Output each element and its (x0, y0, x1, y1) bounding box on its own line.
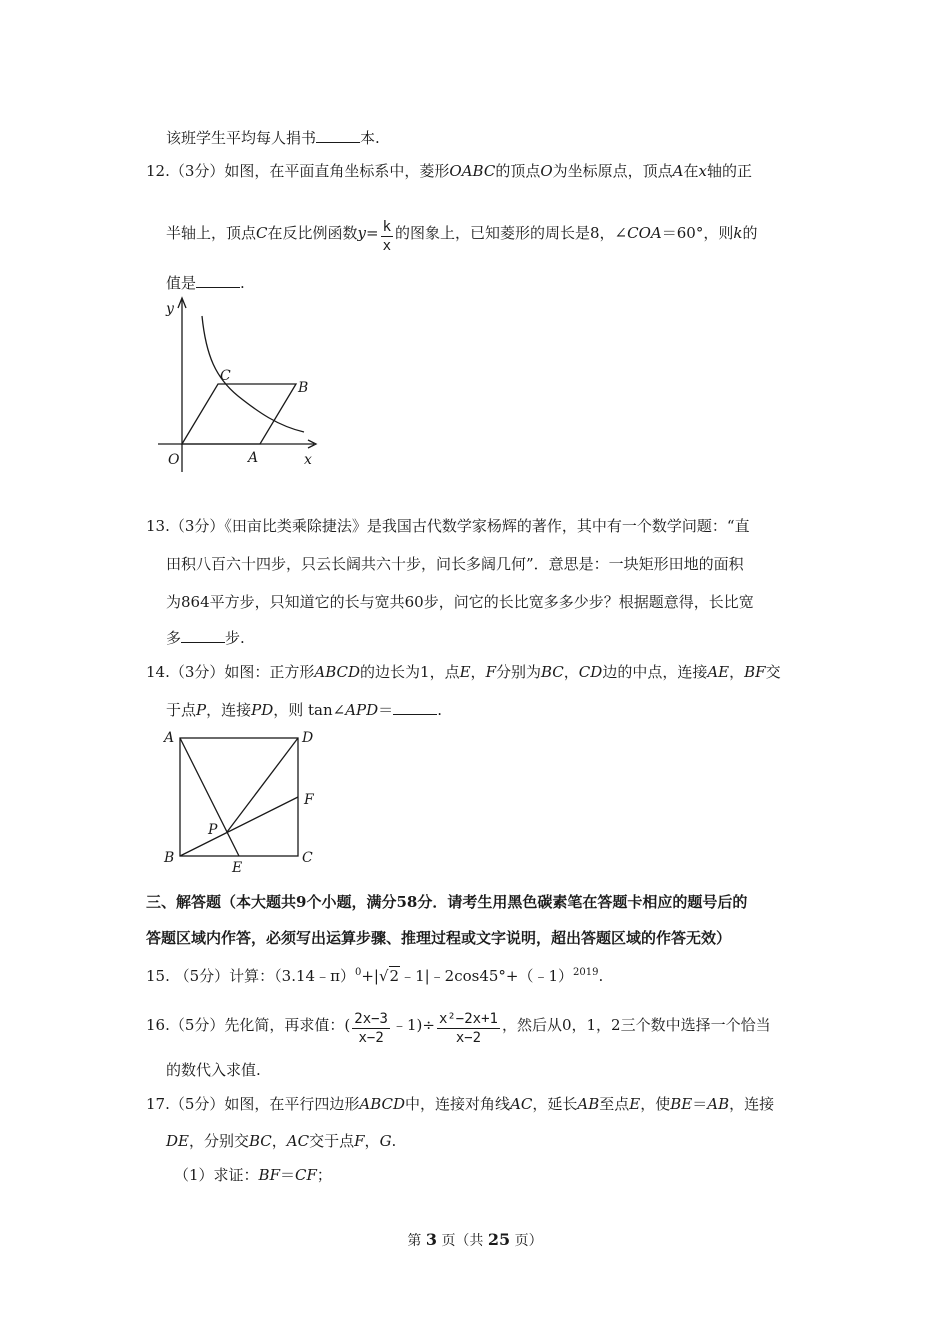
q16-text: ，然后从0，1，2三个数中选择一个恰当 (501, 1016, 771, 1034)
segment-PD (227, 738, 298, 832)
label-C: C (302, 850, 313, 866)
q14-text: 的边长为1，点 (360, 663, 460, 681)
q17-line2 (166, 1131, 396, 1151)
q14-text: . (437, 701, 442, 719)
q17-part1 (174, 1165, 332, 1185)
q15-text: （5分）计算：（3.14﹣π） (174, 967, 355, 985)
frac-denominator: x−2 (358, 1030, 384, 1046)
q13-text: 多 (166, 629, 182, 647)
q13-line4 (166, 628, 245, 648)
q12-var: C (256, 224, 268, 242)
q17-text: . (391, 1132, 397, 1150)
frac-numerator: k (382, 219, 392, 235)
q16-number: 16. (146, 1016, 170, 1034)
q14-var: BF (744, 663, 766, 681)
q14-var: APD (345, 701, 379, 719)
q17-text: ，使 (640, 1095, 671, 1113)
q13-line1 (146, 516, 750, 536)
q17-var: BF (258, 1166, 280, 1184)
q17-var: BC (249, 1132, 272, 1150)
hyperbola-curve (202, 316, 304, 432)
page-number: 3 (425, 1230, 437, 1249)
q14-text: 边的中点，连接 (602, 663, 708, 681)
q14-var: F (485, 663, 496, 681)
q15-line: 15. （5分）计算：（3.14﹣π）$^0$+|√2﹣1|﹣2cos45°+（﹣1）$^{2019}$. (146, 967, 604, 985)
q12-text: ＝60°，则 (661, 224, 734, 242)
q12-text: 为坐标原点，顶点 (552, 162, 673, 180)
q12-var: k (733, 224, 743, 242)
q13-answer-blank[interactable] (181, 628, 225, 643)
q12-text: 的顶点 (495, 162, 541, 180)
q14-text: ， (563, 663, 579, 681)
q16-text: （5分）先化简，再求值：( (169, 1016, 351, 1034)
q17-text: ＝ (692, 1095, 708, 1113)
q13-text: 田积八百六十四步，只云长阔共六十步，问长多阔几何”．意思是：一块矩形田地的面积 (166, 555, 744, 573)
q12-text: 在反比例函数 (267, 224, 358, 242)
q17-var: DE (166, 1132, 189, 1150)
q13-number: 13. (146, 517, 170, 535)
label-E: E (232, 860, 243, 876)
q12-number: 12. (146, 162, 170, 180)
section3-heading-line2 (146, 928, 731, 948)
frac-denominator: x−2 (455, 1030, 482, 1046)
q17-text: （1）求证： (174, 1166, 259, 1184)
frac-denominator: x (382, 238, 392, 254)
footer-text: 第 (407, 1233, 422, 1249)
q12-var: O (540, 162, 553, 180)
page-footer (0, 1230, 950, 1251)
footer-text: 页） (514, 1233, 543, 1249)
q12-var: OABC (449, 162, 496, 180)
q14-text: （3分）如图：正方形 (169, 663, 315, 681)
q12-var: x (698, 162, 707, 180)
q17-var: AB (707, 1095, 730, 1113)
label-B: B (298, 380, 309, 396)
q11-text: 该班学生平均每人捐书 (166, 129, 317, 147)
q14-text: ＝ (378, 701, 394, 719)
q14-var: P (196, 701, 207, 719)
q15-number: 15. (146, 967, 170, 985)
q14-number: 14. (146, 663, 170, 681)
q13-text: （3分）《田亩比类乘除捷法》是我国古代数学家杨辉的著作，其中有一个数学问题：“直 (169, 517, 750, 535)
label-A: A (164, 730, 175, 746)
q17-var: BE (670, 1095, 693, 1113)
q17-text: （5分）如图，在平行四边形 (169, 1095, 360, 1113)
q12-text: 的图象上，已知菱形的周长是8，∠ (395, 224, 628, 242)
q14-text: ， (470, 663, 486, 681)
q12-fraction (381, 218, 393, 255)
q14-text: 分别为 (495, 663, 541, 681)
q16-line1 (146, 1010, 771, 1047)
q17-text: 中，连接对角线 (405, 1095, 511, 1113)
section3-heading-line1 (146, 892, 747, 912)
q15-exponent: 0 (354, 967, 362, 978)
q13-line3 (166, 592, 754, 612)
segment-AE (180, 738, 239, 856)
q13-text: 步. (225, 629, 245, 647)
q17-text: ＝ (279, 1166, 295, 1184)
q14-var: E (459, 663, 471, 681)
q17-var: ABCD (359, 1095, 406, 1113)
label-C: C (220, 368, 231, 384)
q17-var: AB (577, 1095, 600, 1113)
q14-text: ， (729, 663, 745, 681)
q14-figure (158, 726, 328, 876)
q14-text: ，连接 (206, 701, 252, 719)
label-y: y (166, 301, 174, 317)
q17-text: ， (271, 1132, 287, 1150)
q13-line2 (166, 554, 744, 574)
q15-text: . (598, 967, 604, 985)
q17-number: 17. (146, 1095, 170, 1113)
q15-text: ﹣1|﹣2cos45°+（﹣1） (400, 967, 574, 985)
q16-text: 的数代入求值. (166, 1061, 261, 1079)
q12-line1 (146, 161, 752, 181)
label-B: B (164, 850, 175, 866)
segment-BF (180, 797, 298, 856)
q12-text: . (240, 274, 245, 292)
q14-text: 交 (765, 663, 781, 681)
q17-text: ， (364, 1132, 380, 1150)
q12-line2 (166, 218, 757, 255)
q14-var: AE (707, 663, 730, 681)
q12-text: （3分）如图，在平面直角坐标系中，菱形 (169, 162, 450, 180)
q14-text: 于点 (166, 701, 197, 719)
q14-var: ABCD (314, 663, 361, 681)
q14-answer-blank[interactable] (393, 700, 437, 715)
label-F: F (304, 792, 314, 808)
q17-var: AC (510, 1095, 533, 1113)
q16-text: ﹣1)÷ (391, 1016, 435, 1034)
q17-var: G (379, 1132, 392, 1150)
total-pages: 25 (487, 1230, 511, 1249)
q16-fraction-2 (437, 1010, 500, 1047)
q17-text: ； (316, 1166, 332, 1184)
q14-line2 (166, 700, 442, 720)
q17-line1 (146, 1094, 774, 1114)
q15-text: +| (361, 967, 379, 985)
q15-exponent: 2019 (573, 967, 599, 978)
q12-var: A (672, 162, 684, 180)
q12-text: 在 (683, 162, 699, 180)
q14-var: CD (578, 663, 603, 681)
label-x: x (304, 452, 312, 468)
q17-var: CF (295, 1166, 317, 1184)
q12-var: COA (627, 224, 662, 242)
label-A: A (248, 450, 259, 466)
q17-text: 交于点 (309, 1132, 355, 1150)
q17-var: E (629, 1095, 641, 1113)
q12-text: 的 (742, 224, 758, 242)
q14-var: PD (251, 701, 274, 719)
q17-text: 至点 (599, 1095, 630, 1113)
q12-text: = (366, 224, 379, 242)
q11-text-end: 本. (360, 129, 380, 147)
square-ABCD (180, 738, 298, 856)
q17-var: AC (286, 1132, 310, 1150)
q12-figure (158, 296, 328, 472)
q12-text: 值是 (166, 274, 197, 292)
q14-line1 (146, 662, 781, 682)
q13-text: 为864平方步，只知道它的长与宽共60步，问它的长比宽多多少步？根据题意得，长比宽 (166, 593, 754, 611)
rhombus-OABC (182, 384, 296, 444)
q17-text: ，分别交 (188, 1132, 249, 1150)
q15-sqrt-radicand: 2 (389, 967, 400, 985)
q16-fraction-1 (352, 1010, 390, 1047)
footer-text: 页（共 (441, 1233, 484, 1249)
section3-text: 三、解答题（本大题共9个小题，满分58分．请考生用黑色碳素笔在答题卡相应的题号后的 (146, 893, 748, 911)
q12-answer-blank[interactable] (196, 273, 240, 288)
q16-line2 (166, 1060, 261, 1080)
q14-text: ，则 tan∠ (273, 701, 346, 719)
label-O: O (168, 452, 180, 468)
q17-text: ，连接 (729, 1095, 775, 1113)
q12-text: 半轴上，顶点 (166, 224, 257, 242)
q14-var: BC (541, 663, 564, 681)
frac-numerator: 2x−3 (354, 1011, 388, 1027)
label-D: D (302, 730, 314, 746)
q11-answer-blank[interactable] (316, 128, 360, 143)
frac-numerator: x²−2x+1 (438, 1011, 498, 1027)
q11-tail (166, 128, 380, 148)
q12-var: y (357, 224, 366, 242)
q17-var: F (354, 1132, 365, 1150)
q12-line3 (166, 273, 245, 293)
q12-text: 轴的正 (707, 162, 753, 180)
section3-text: 答题区域内作答，必须写出运算步骤、推理过程或文字说明，超出答题区域的作答无效） (146, 929, 732, 947)
label-P: P (208, 822, 218, 838)
q17-text: ，延长 (532, 1095, 578, 1113)
